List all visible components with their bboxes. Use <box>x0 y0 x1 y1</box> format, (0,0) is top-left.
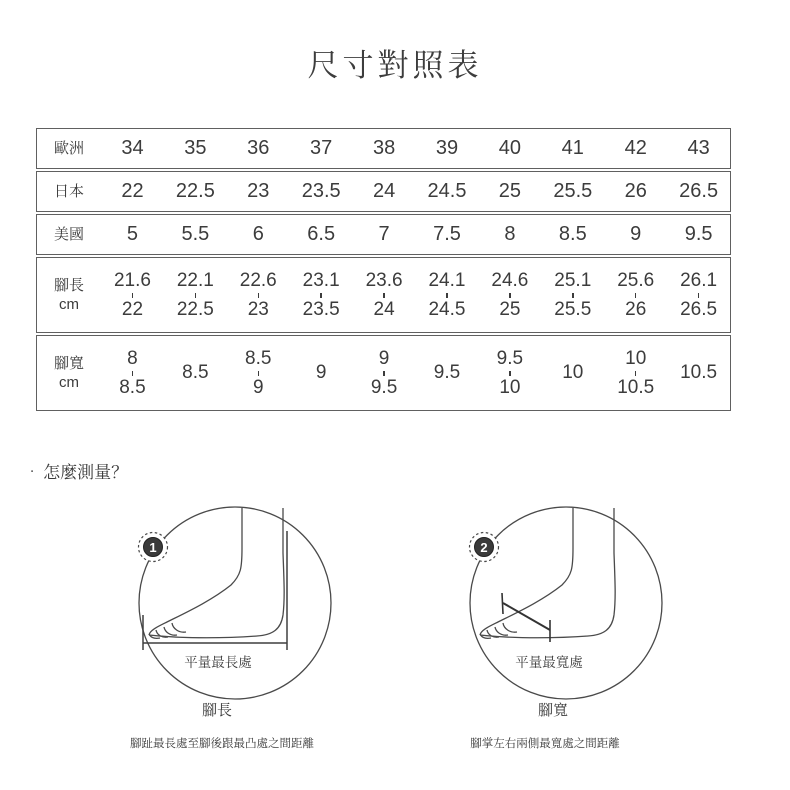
range-dash <box>258 371 260 376</box>
size-cell: 40 <box>498 137 522 159</box>
size-cell: 22.1 22.5 <box>176 269 214 320</box>
size-cell: 8 8.5 <box>119 347 146 398</box>
foot-width-description: 腳掌左右兩側最寬處之間距離 <box>470 738 620 750</box>
row-label: 歐洲 <box>53 139 84 157</box>
row-label: 腳長 cm <box>53 276 84 313</box>
foot-outline-icon <box>480 508 615 638</box>
size-cell: 5 <box>126 223 139 245</box>
size-cell: 42 <box>624 137 647 159</box>
size-cell: 24.1 24.5 <box>428 269 466 320</box>
size-cell: 10.5 <box>680 362 718 384</box>
diagram-circle <box>139 507 331 699</box>
size-cell: 23.5 <box>301 180 341 202</box>
foot-length-description: 腳趾最長處至腳後跟最凸處之間距離 <box>130 738 314 750</box>
size-cell: 8.5 <box>182 362 209 384</box>
size-cell: 23 <box>247 180 270 202</box>
size-cell: 25 <box>498 180 522 202</box>
page-title: 尺寸對照表 <box>307 48 483 83</box>
range-dash <box>698 293 700 298</box>
size-cell: 36 <box>247 137 270 159</box>
bullet-dot: ‧ <box>30 464 35 479</box>
size-cell: 8 <box>504 223 516 245</box>
row-label: 腳寬 cm <box>53 354 84 391</box>
step-1-badge <box>139 533 168 562</box>
size-cell: 26.5 <box>679 180 719 202</box>
size-cell: 24 <box>372 180 396 202</box>
size-cell: 38 <box>372 137 396 159</box>
table-row-3 <box>36 257 731 333</box>
size-cell: 24.5 <box>427 180 467 202</box>
size-cell: 26 <box>624 180 647 202</box>
table-row-1 <box>36 171 731 212</box>
size-cell: 25.6 26 <box>617 269 655 320</box>
size-cell: 9.5 <box>433 362 461 384</box>
range-dash <box>383 371 385 376</box>
size-cell: 10 <box>562 362 584 384</box>
size-cell: 9 <box>315 362 327 384</box>
size-cell: 26.1 26.5 <box>680 269 718 320</box>
foot-length-title: 腳長 <box>201 702 232 719</box>
foot-width-diagram <box>466 503 666 703</box>
range-dash <box>509 293 511 298</box>
diagram-circle <box>470 507 662 699</box>
size-cell: 35 <box>184 137 207 159</box>
step-2-badge <box>470 533 499 562</box>
size-cell: 9.5 10 <box>496 347 524 398</box>
range-dash <box>572 293 574 298</box>
size-cell: 37 <box>310 137 333 159</box>
size-cell: 8.5 <box>558 223 587 245</box>
size-cell: 41 <box>561 137 584 159</box>
measure-widest-label: 平量最寬處 <box>515 655 583 670</box>
size-cell: 25.1 25.5 <box>554 269 592 320</box>
size-cell: 22.6 23 <box>239 269 277 320</box>
step-2-number: 2 <box>480 540 488 555</box>
table-row-4 <box>36 335 731 411</box>
size-cell: 9 <box>630 223 642 245</box>
range-dash <box>509 371 511 376</box>
size-cell: 7.5 <box>433 223 461 245</box>
foot-width-title: 腳寬 <box>537 702 568 719</box>
size-cell: 5.5 <box>181 223 210 245</box>
size-cell: 39 <box>435 137 459 159</box>
range-dash <box>132 293 134 298</box>
width-measurement-line <box>502 593 550 642</box>
size-cell: 6.5 <box>307 223 336 245</box>
range-dash <box>383 293 385 298</box>
size-cell: 6 <box>252 223 264 245</box>
range-dash <box>132 371 134 376</box>
size-cell: 9 9.5 <box>370 347 398 398</box>
size-cell: 10 10.5 <box>617 347 655 398</box>
table-row-0 <box>36 128 731 169</box>
range-dash <box>446 293 448 298</box>
size-cell: 7 <box>378 223 390 245</box>
how-to-measure-heading <box>30 458 128 483</box>
range-dash <box>635 293 637 298</box>
range-dash <box>635 371 637 376</box>
size-cell: 8.5 9 <box>245 347 272 398</box>
measure-longest-label: 平量最長處 <box>184 655 252 670</box>
size-cell: 43 <box>687 137 710 159</box>
size-cell: 23.1 23.5 <box>302 269 340 320</box>
size-cell: 23.6 24 <box>365 269 403 320</box>
row-label: 日本 <box>53 182 84 200</box>
size-cell: 22 <box>121 180 144 202</box>
size-cell: 25.5 <box>553 180 593 202</box>
foot-outline-icon <box>149 508 284 638</box>
size-cell: 22.5 <box>175 180 215 202</box>
foot-length-diagram <box>135 503 335 703</box>
size-cell: 24.6 25 <box>491 269 529 320</box>
range-dash <box>320 293 322 298</box>
size-cell: 21.6 22 <box>113 269 151 320</box>
step-1-number: 1 <box>149 540 157 555</box>
table-row-2 <box>36 214 731 255</box>
range-dash <box>195 293 197 298</box>
how-to-measure-label: 怎麼測量？ <box>43 463 129 482</box>
size-table <box>36 128 731 413</box>
size-cell: 34 <box>121 137 144 159</box>
row-label: 美國 <box>53 225 84 243</box>
size-cell: 9.5 <box>684 223 713 245</box>
range-dash <box>258 293 260 298</box>
